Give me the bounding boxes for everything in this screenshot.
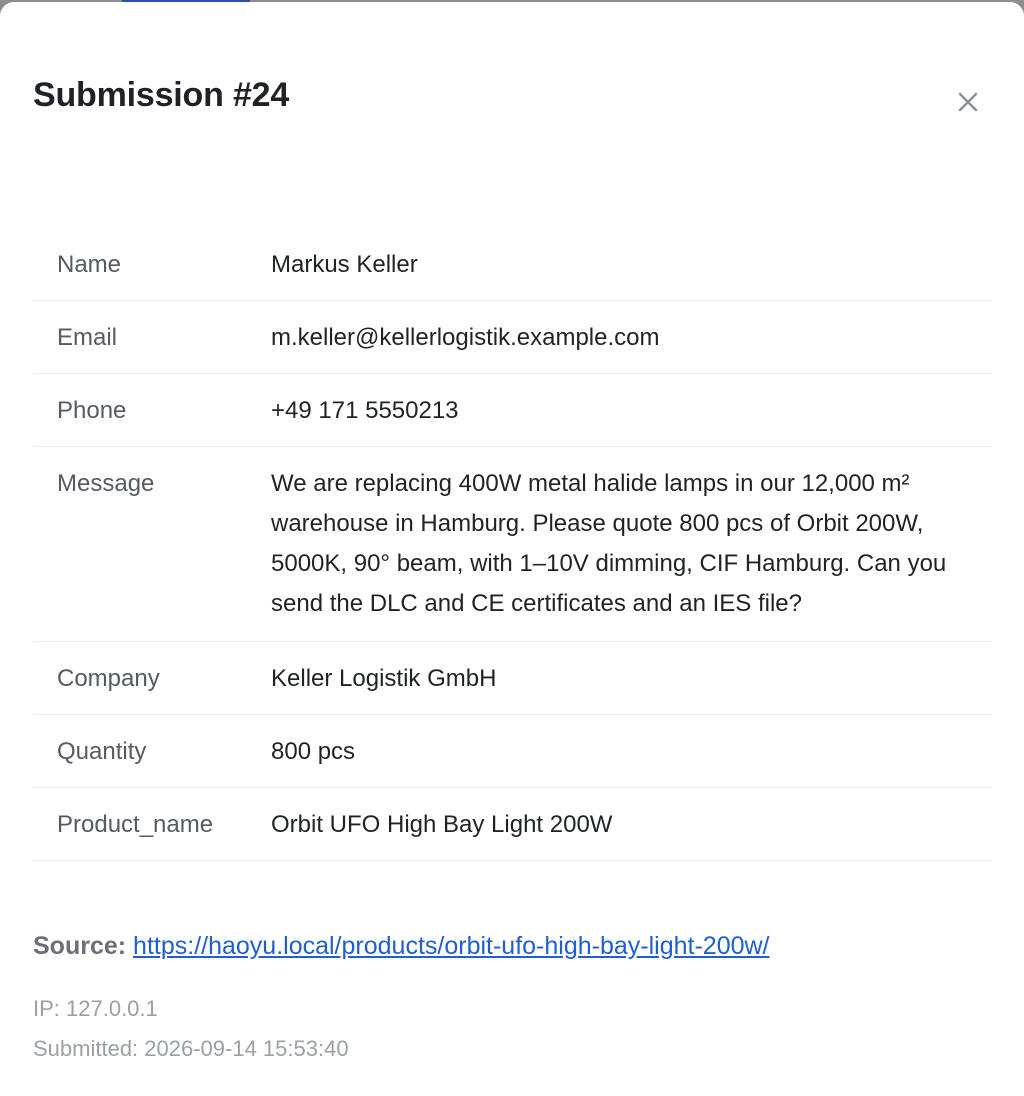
field-label: Phone xyxy=(57,397,127,424)
submitted-timestamp: Submitted: 2026-09-14 15:53:40 xyxy=(33,1036,349,1061)
field-row-email xyxy=(33,301,992,374)
source-line xyxy=(33,932,770,961)
field-label: Name xyxy=(57,251,122,278)
field-row-phone xyxy=(33,374,992,447)
field-value: +49 171 5550213 xyxy=(271,397,459,424)
modal-title: Submission #24 xyxy=(33,76,290,114)
field-label: Quantity xyxy=(57,738,147,765)
field-label: Company xyxy=(57,665,160,692)
source-link[interactable]: https://haoyu.local/products/orbit-ufo-high-bay-light-200w/ xyxy=(133,932,770,960)
field-row-message xyxy=(33,447,992,642)
field-value: 800 pcs xyxy=(271,738,356,765)
source-label: Source: xyxy=(33,932,127,960)
submission-modal xyxy=(0,2,1024,1096)
field-row-product-name xyxy=(33,788,992,861)
close-button[interactable] xyxy=(948,82,988,122)
field-label: Message xyxy=(57,470,155,497)
field-row-quantity xyxy=(33,715,992,788)
field-row-company xyxy=(33,642,992,715)
field-label: Product_name xyxy=(57,811,214,838)
field-value: Keller Logistik GmbH xyxy=(271,665,497,692)
field-value: m.keller@kellerlogistik.example.com xyxy=(271,324,660,351)
ip-address: IP: 127.0.0.1 xyxy=(33,996,158,1021)
field-row-name xyxy=(33,228,992,301)
field-label: Email xyxy=(57,324,118,351)
submission-details-table xyxy=(33,228,992,861)
close-icon xyxy=(957,91,979,113)
field-value: Orbit UFO High Bay Light 200W xyxy=(271,811,613,838)
field-value: Markus Keller xyxy=(271,251,418,278)
field-value: We are replacing 400W metal halide lamps in our 12,000 m² warehouse in Hamburg. Please quote 800 pcs of Orbit 200W, 5000K, 90° beam, with 1–10V dimming, CIF Hamburg. Can you send the DLC and CE certificates and an IES file? xyxy=(271,470,947,617)
